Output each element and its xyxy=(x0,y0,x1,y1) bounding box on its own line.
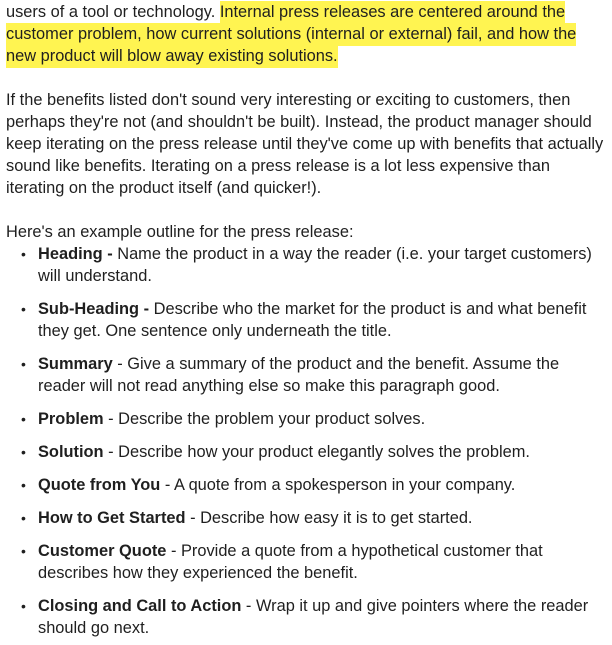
intro-paragraph xyxy=(6,1,608,67)
list-item xyxy=(6,540,608,584)
list-item-term: Solution xyxy=(38,443,104,461)
list-item-term: Customer Quote xyxy=(38,542,167,560)
list-item-term: Closing and Call to Action xyxy=(38,597,242,615)
list-item-desc: - Describe the problem your product solves. xyxy=(103,410,426,428)
list-item-desc: - Give a summary of the product and the benefit. Assume the reader will not read anything else so make this paragraph good. xyxy=(38,355,560,395)
list-item xyxy=(6,243,608,287)
outline-list xyxy=(6,243,608,639)
list-item-desc: Name the product in a way the reader (i.e. your target customers) will understand. xyxy=(38,245,592,285)
list-item-term: How to Get Started xyxy=(38,509,186,527)
list-item xyxy=(6,507,608,529)
list-item xyxy=(6,441,608,463)
list-item xyxy=(6,408,608,430)
bullet-icon: • xyxy=(21,356,26,372)
outline-intro-paragraph: Here's an example outline for the press release: xyxy=(6,223,354,241)
list-item-desc: - Describe how easy it is to get started. xyxy=(185,509,473,527)
list-item xyxy=(6,595,608,639)
bullet-icon: • xyxy=(21,477,26,493)
bullet-icon: • xyxy=(21,543,26,559)
bullet-icon: • xyxy=(21,598,26,614)
list-item-desc: - Wrap it up and give pointers where the reader should go next. xyxy=(38,597,589,637)
list-item-term: Heading - xyxy=(38,245,113,263)
list-item xyxy=(6,353,608,397)
bullet-icon: • xyxy=(21,411,26,427)
list-item-term: Problem xyxy=(38,410,104,428)
benefits-paragraph: If the benefits listed don't sound very interesting or exciting to customers, then perhaps they're not (and shouldn't be built). Instead, the product manager should keep iterating on the press release until they've come up with benefits that actually sound like benefits. Iterating on a press release is a lot less expensive than iterating on the product itself (and quicker!). xyxy=(6,91,604,197)
list-item-desc: - A quote from a spokesperson in your company. xyxy=(160,476,516,494)
list-item-desc: - Provide a quote from a hypothetical customer that describes how they experienced the benefit. xyxy=(38,542,543,582)
list-item xyxy=(6,298,608,342)
list-item-term: Sub-Heading - xyxy=(38,300,150,318)
list-item-desc: - Describe how your product elegantly solves the problem. xyxy=(103,443,530,461)
list-item xyxy=(6,474,608,496)
document-page xyxy=(0,1,612,645)
bullet-icon: • xyxy=(21,246,26,262)
list-item-term: Quote from You xyxy=(38,476,161,494)
bullet-icon: • xyxy=(21,301,26,317)
highlighted-text: Internal press releases are centered around the customer problem, how current solutions (internal or external) fail, and how the new product will blow away existing solutions. xyxy=(6,1,576,68)
list-item-desc: Describe who the market for the product is and what benefit they get. One sentence only underneath the title. xyxy=(38,300,587,340)
intro-plain-text: users of a tool or technology. xyxy=(6,3,220,21)
bullet-icon: • xyxy=(21,444,26,460)
list-item-term: Summary xyxy=(38,355,113,373)
bullet-icon: • xyxy=(21,510,26,526)
